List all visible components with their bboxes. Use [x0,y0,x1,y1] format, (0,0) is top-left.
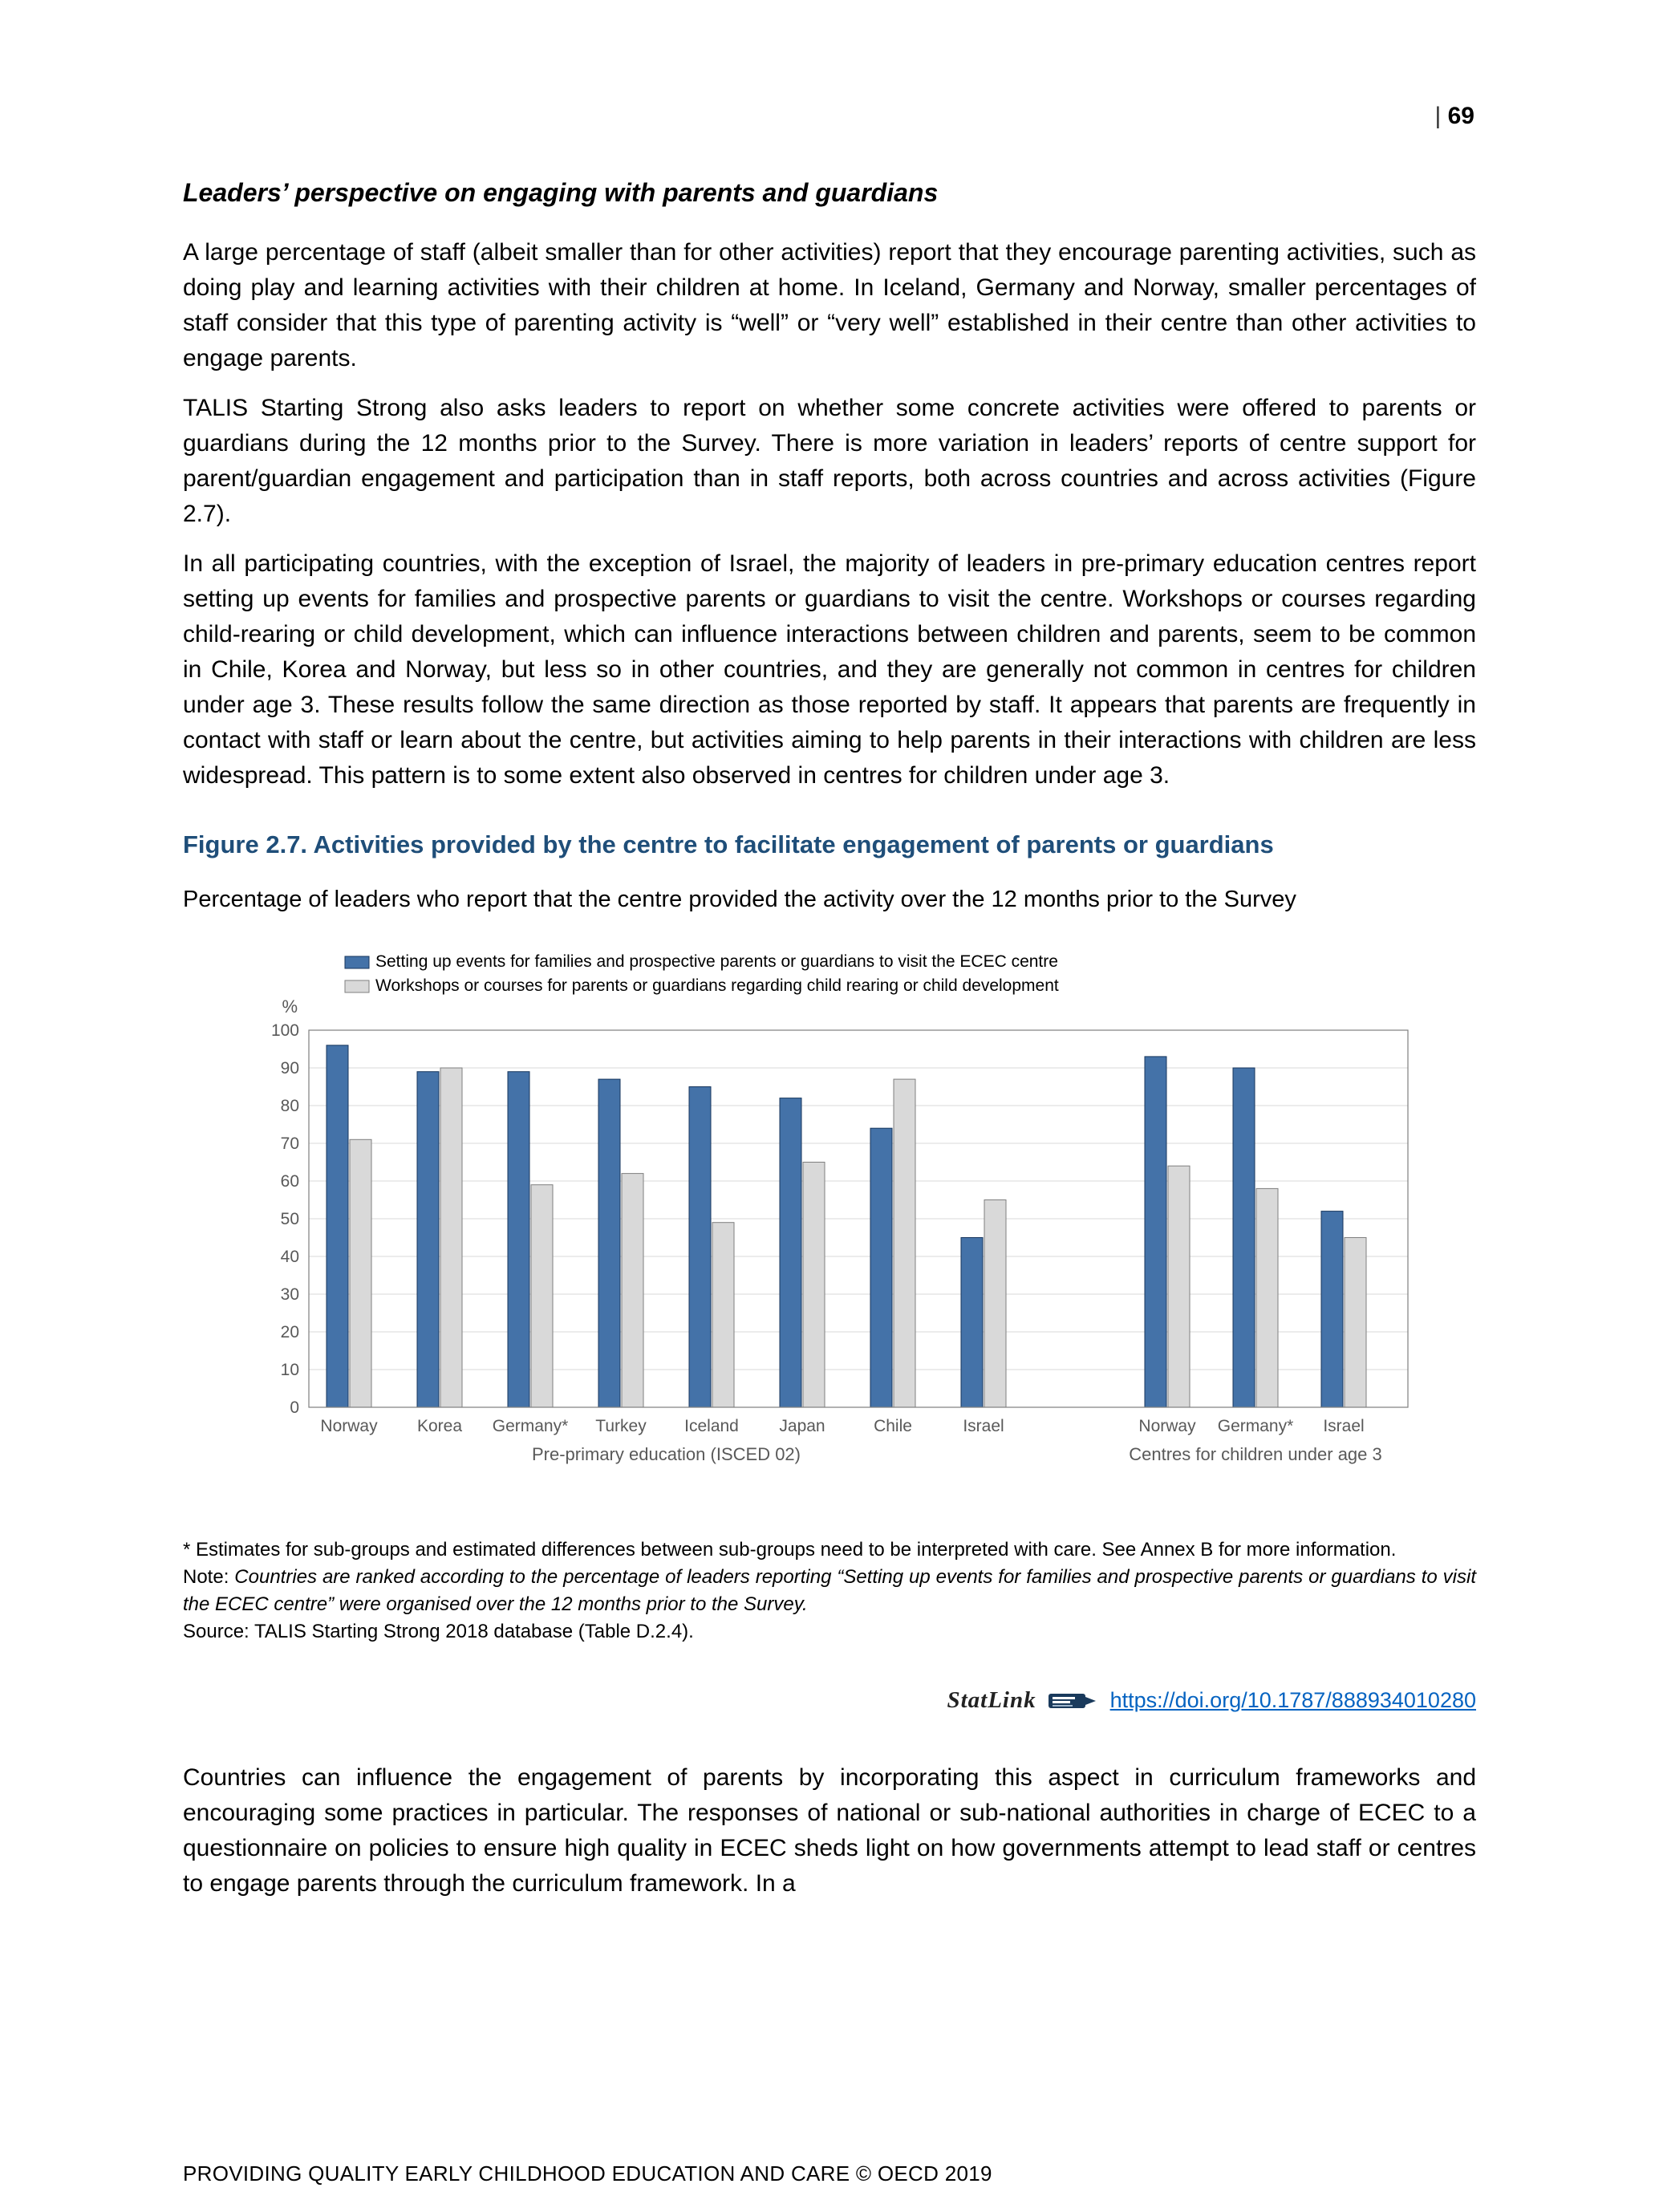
bar-workshops-courses [1345,1238,1366,1408]
y-tick-label: 10 [280,1361,299,1379]
footnote-star: * Estimates for sub-groups and estimated differences between sub-groups need to be interpreted with care. See Annex B for more information. [183,1539,1397,1561]
figure-title: Figure 2.7. Activities provided by the centre to facilitate engagement of parents or guardians [183,830,1274,858]
y-tick-label: 20 [280,1323,299,1341]
bar-setting-up-events [1233,1068,1255,1407]
note-text: Countries are ranked according to the percentage of leaders reporting “Setting up events for families and prospective parents or guardians to visit the ECEC centre” were organised over the 12 months prior to the Survey. [183,1566,1476,1615]
section-heading: Leaders’ perspective on engaging with parents and guardians [183,178,939,207]
country-label: Chile [874,1417,912,1435]
bar-workshops-courses [803,1163,825,1408]
page-footer: PROVIDING QUALITY EARLY CHILDHOOD EDUCATION AND CARE © OECD 2019 [183,2161,992,2186]
country-label: Israel [1323,1417,1365,1435]
page-number-separator: | [1434,103,1448,129]
country-label: Norway [1138,1417,1196,1435]
figure-2-7-bar-chart [233,950,1476,1516]
bar-workshops-courses [894,1079,915,1407]
y-tick-label: 0 [290,1398,299,1417]
page-number-value: 69 [1447,103,1474,129]
note-label: Note: [183,1566,235,1588]
legend-label: Setting up events for families and prospective parents or guardians to visit the ECEC centre [375,952,1058,971]
country-label: Turkey [595,1417,647,1435]
paragraph-1: A large percentage of staff (albeit smaller than for other activities) report that they encourage parenting activities, such as doing play and learning activities with their children at home. In Iceland, Germany and Norway, smaller percentages of staff consider that this type of parenting activity is “well” or “very well” established in their centre than other activities to engage parents. [183,239,1476,371]
bar-setting-up-events [961,1238,983,1408]
paragraph-3: In all participating countries, with the exception of Israel, the majority of leaders in pre-primary education centres report setting up events for families and prospective parents or guardians to visit the centre. Workshops or courses regarding child-rearing or child development, which can influence interactions between children and parents, seem to be common in Chile, Korea and Norway, but less so in other countries, and they are generally not common in centres for children under age 3. These results follow the same direction as those reported by staff. It appears that parents are frequently in contact with staff or learn about the centre, but activities aiming to help parents in their interactions with children are less widespread. This pattern is to some extent also observed in centres for children under age 3. [183,550,1476,789]
y-tick-label: 40 [280,1248,299,1266]
bar-setting-up-events [689,1087,711,1408]
group-label: Pre-primary education (ISCED 02) [531,1444,801,1464]
statlink-row [183,1687,1476,1714]
bar-setting-up-events [508,1072,529,1407]
y-tick-label: 100 [270,1021,299,1040]
statlink-url[interactable]: https://doi.org/10.1787/888934010280 [1109,1688,1476,1712]
page-content [183,0,1476,1916]
y-axis-unit-label: % [282,996,298,1017]
bar-workshops-courses [622,1174,643,1407]
figure-footnotes [183,1536,1476,1646]
country-label: Korea [416,1417,463,1435]
country-label: Iceland [684,1417,739,1435]
bar-setting-up-events [1145,1057,1166,1407]
bar-setting-up-events [1321,1212,1343,1407]
bar-workshops-courses [531,1185,553,1407]
y-tick-label: 90 [280,1059,299,1078]
country-label: Israel [963,1417,1004,1435]
figure-subtitle: Percentage of leaders who report that the centre provided the activity over the 12 months prior to the Survey [183,887,1296,912]
legend-label: Workshops or courses for parents or guardians regarding child rearing or child development [375,976,1059,995]
footnote-note [183,1564,1476,1618]
closing-paragraph: Countries can influence the engagement of parents by incorporating this aspect in curriculum frameworks and encouraging some practices in particular. The responses of national or sub-national authorities in charge of ECEC to a questionnaire on policies to ensure high quality in ECEC sheds light on how governments attempt to lead staff or centres to engage parents through the curriculum framework. In a [183,1764,1476,1897]
bar-chart-svg [233,950,1420,1512]
country-label: Germany* [492,1417,569,1435]
legend-swatch [345,980,369,992]
legend-swatch [345,956,369,968]
country-label: Japan [779,1417,825,1435]
y-tick-label: 80 [280,1097,299,1115]
bar-setting-up-events [417,1072,439,1407]
y-tick-label: 60 [280,1172,299,1191]
group-label: Centres for children under age 3 [1129,1444,1382,1464]
y-tick-label: 70 [280,1134,299,1153]
statlink-icon [1048,1690,1099,1712]
bar-workshops-courses [984,1200,1006,1408]
bar-workshops-courses [440,1068,462,1407]
bar-workshops-courses [1168,1166,1190,1407]
paragraph-2: TALIS Starting Strong also asks leaders to report on whether some concrete activities were offered to parents or guardians during the 12 months prior to the Survey. There is more variation in leaders’ reports of centre support for parent/guardian engagement and participation than in staff reports, both across countries and across activities (Figure 2.7). [183,395,1476,527]
bar-setting-up-events [598,1079,620,1407]
statlink-label: StatLink [947,1687,1036,1713]
country-label: Germany* [1217,1417,1294,1435]
y-tick-label: 50 [280,1210,299,1228]
bar-setting-up-events [780,1098,801,1407]
bar-workshops-courses [350,1139,371,1407]
footnote-source: Source: TALIS Starting Strong 2018 database (Table D.2.4). [183,1621,694,1642]
y-tick-label: 30 [280,1285,299,1304]
bar-workshops-courses [1256,1188,1278,1407]
country-label: Norway [320,1417,378,1435]
bar-workshops-courses [712,1223,734,1407]
bar-setting-up-events [327,1045,348,1407]
bar-setting-up-events [870,1128,892,1407]
